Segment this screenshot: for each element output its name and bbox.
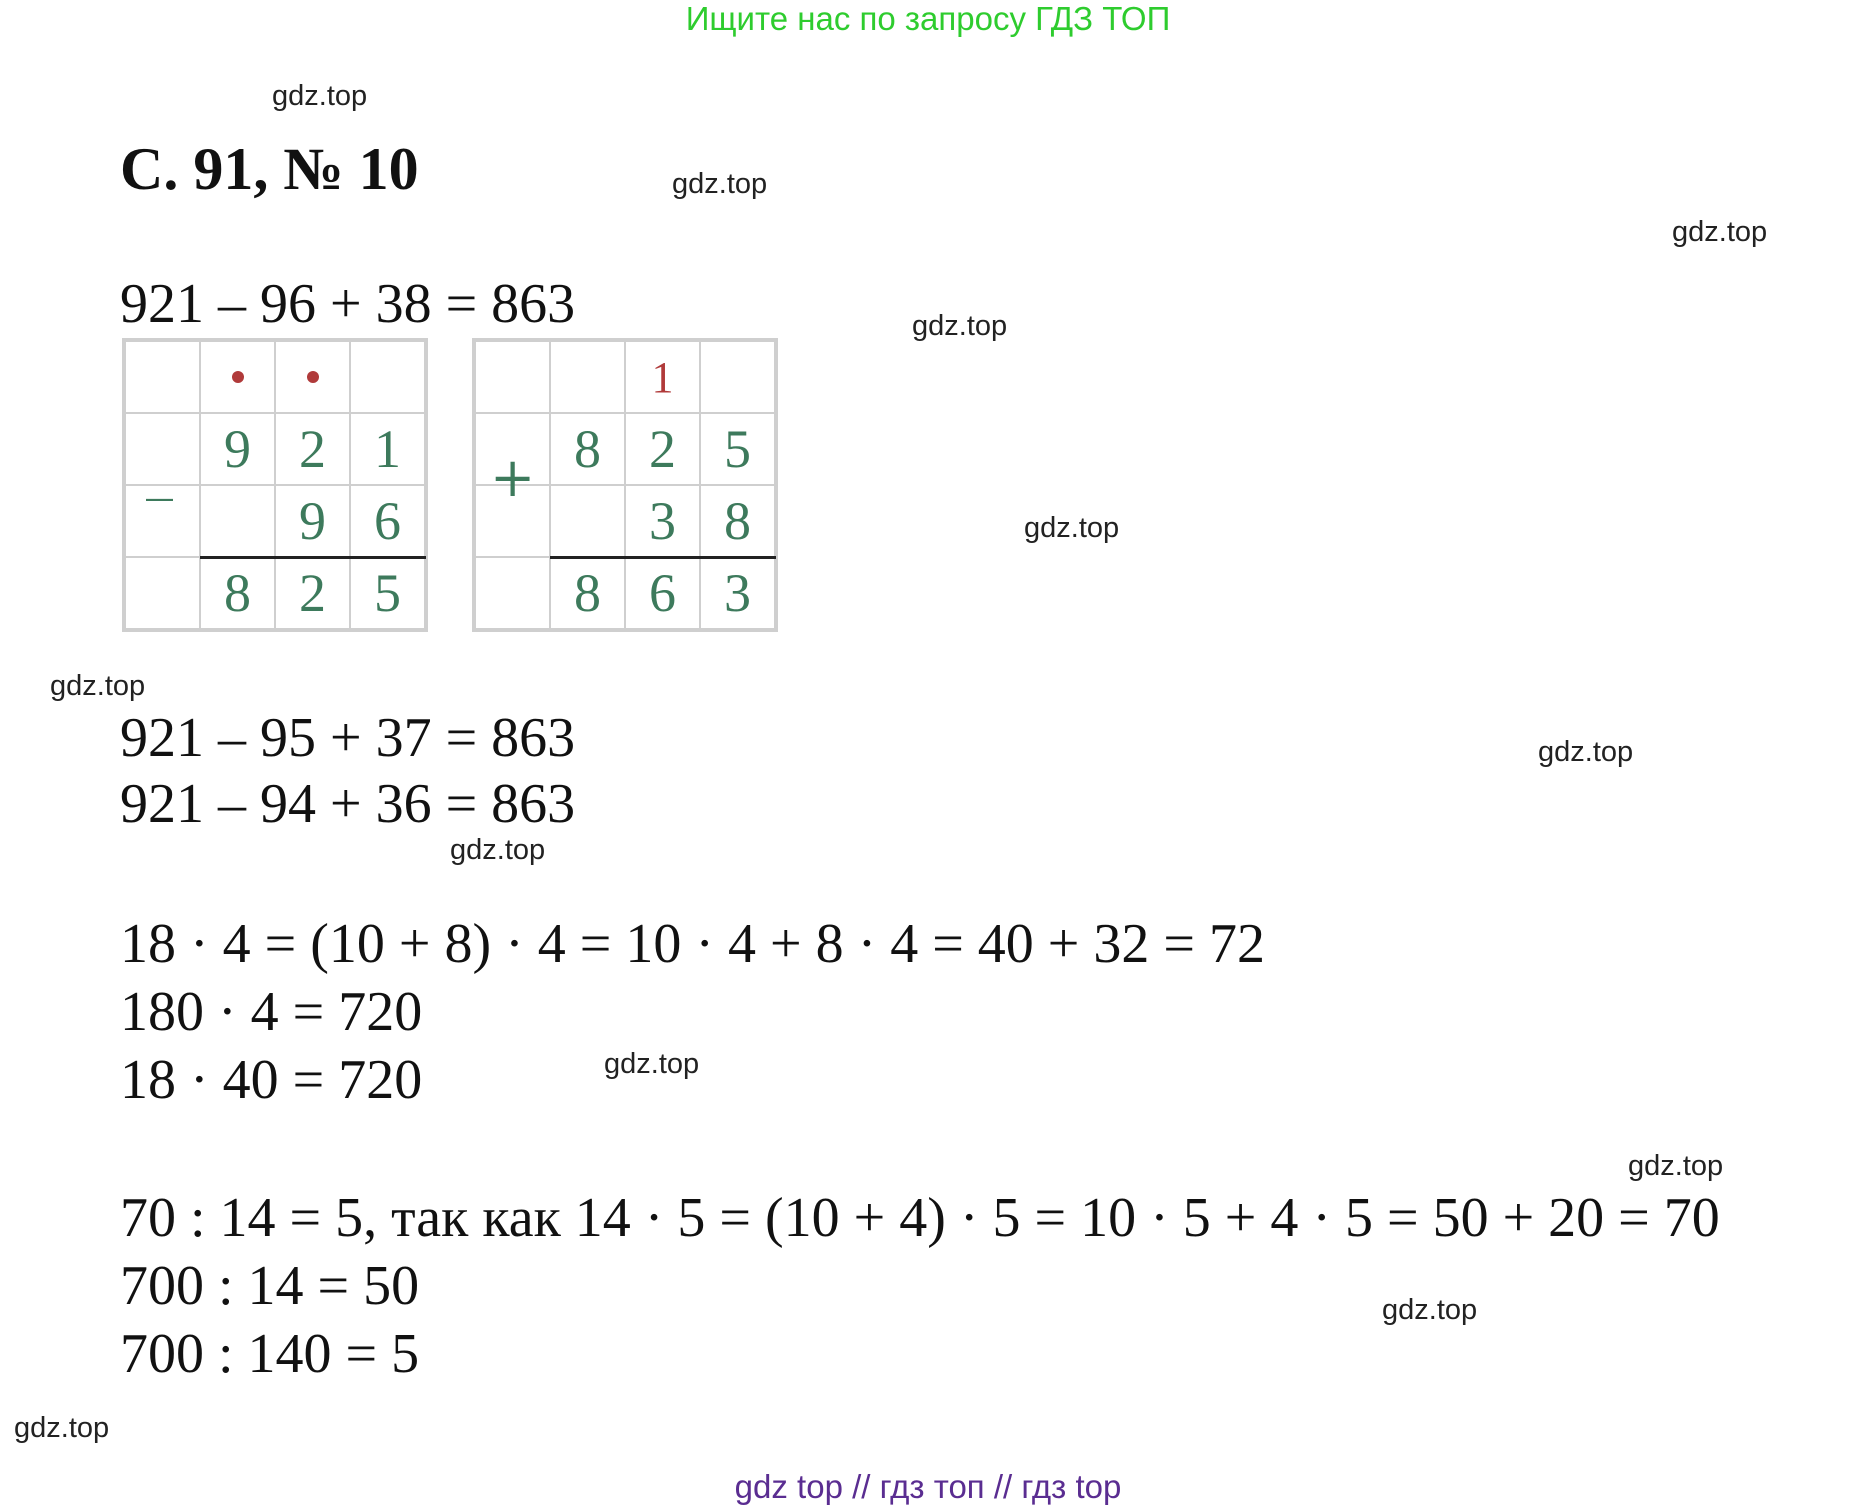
equation-3: 921 – 94 + 36 = 863 (120, 773, 576, 835)
watermark: gdz.top (1382, 1294, 1478, 1326)
grid-cell (475, 557, 550, 629)
digit-cell: 2 (275, 413, 350, 485)
minus-sign: _ (146, 438, 173, 501)
watermark: gdz.top (912, 310, 1008, 342)
watermark: gdz.top (672, 168, 768, 200)
digit-cell: 8 (550, 413, 625, 485)
watermark: gdz.top (14, 1412, 110, 1444)
equation-4: 18 · 4 = (10 + 8) · 4 = 10 · 4 + 8 · 4 = 40 + 32 = 72 (120, 913, 1265, 975)
equation-7: 70 : 14 = 5, так как 14 · 5 = (10 + 4) · 5 = 10 · 5 + 4 · 5 = 50 + 20 = 70 (120, 1187, 1720, 1249)
watermark: gdz.top (272, 80, 368, 112)
top-banner: Ищите нас по запросу ГДЗ ТОП (685, 0, 1171, 37)
digit-cell: 3 (625, 485, 700, 557)
equation-9: 700 : 140 = 5 (120, 1323, 420, 1385)
watermark: gdz.top (1672, 216, 1768, 248)
watermark: gdz.top (50, 670, 146, 702)
digit-cell: 5 (350, 557, 425, 629)
carry-digit: 1 (625, 341, 700, 413)
watermark: gdz.top (1538, 736, 1634, 768)
digit-cell: 2 (275, 557, 350, 629)
watermark: gdz.top (450, 834, 546, 866)
grid-cell (125, 341, 200, 413)
digit-cell: 9 (275, 485, 350, 557)
digit-cell: 1 (350, 413, 425, 485)
grid-cell (700, 341, 775, 413)
digit-cell: 6 (625, 557, 700, 629)
digit-cell: 6 (350, 485, 425, 557)
equation-2: 921 – 95 + 37 = 863 (120, 707, 576, 769)
digit-cell: 5 (700, 413, 775, 485)
watermark: gdz.top (1628, 1150, 1724, 1182)
watermark: gdz.top (1024, 512, 1120, 544)
equation-5: 180 · 4 = 720 (120, 981, 423, 1043)
page-title: С. 91, № 10 (120, 136, 419, 202)
borrow-dot (307, 371, 319, 383)
subtraction-result-line (200, 556, 426, 559)
digit-cell: 2 (625, 413, 700, 485)
digit-cell: 9 (200, 413, 275, 485)
digit-cell: 3 (700, 557, 775, 629)
digit-cell: 8 (200, 557, 275, 629)
grid-cell (200, 485, 275, 557)
equation-6: 18 · 40 = 720 (120, 1049, 423, 1111)
grid-cell (475, 341, 550, 413)
grid-cell (125, 557, 200, 629)
digit-cell: 8 (700, 485, 775, 557)
grid-cell (350, 341, 425, 413)
borrow-dot-cell (200, 341, 275, 413)
plus-sign: + (490, 446, 536, 509)
addition-result-line (550, 556, 776, 559)
digit-cell: 8 (550, 557, 625, 629)
footer-links: gdz top // гдз топ // гдз top (734, 1468, 1122, 1505)
equation-8: 700 : 14 = 50 (120, 1255, 420, 1317)
equation-1: 921 – 96 + 38 = 863 (120, 273, 576, 335)
borrow-dot-cell (275, 341, 350, 413)
grid-cell (550, 341, 625, 413)
grid-cell (550, 485, 625, 557)
borrow-dot (232, 371, 244, 383)
watermark: gdz.top (604, 1048, 700, 1080)
